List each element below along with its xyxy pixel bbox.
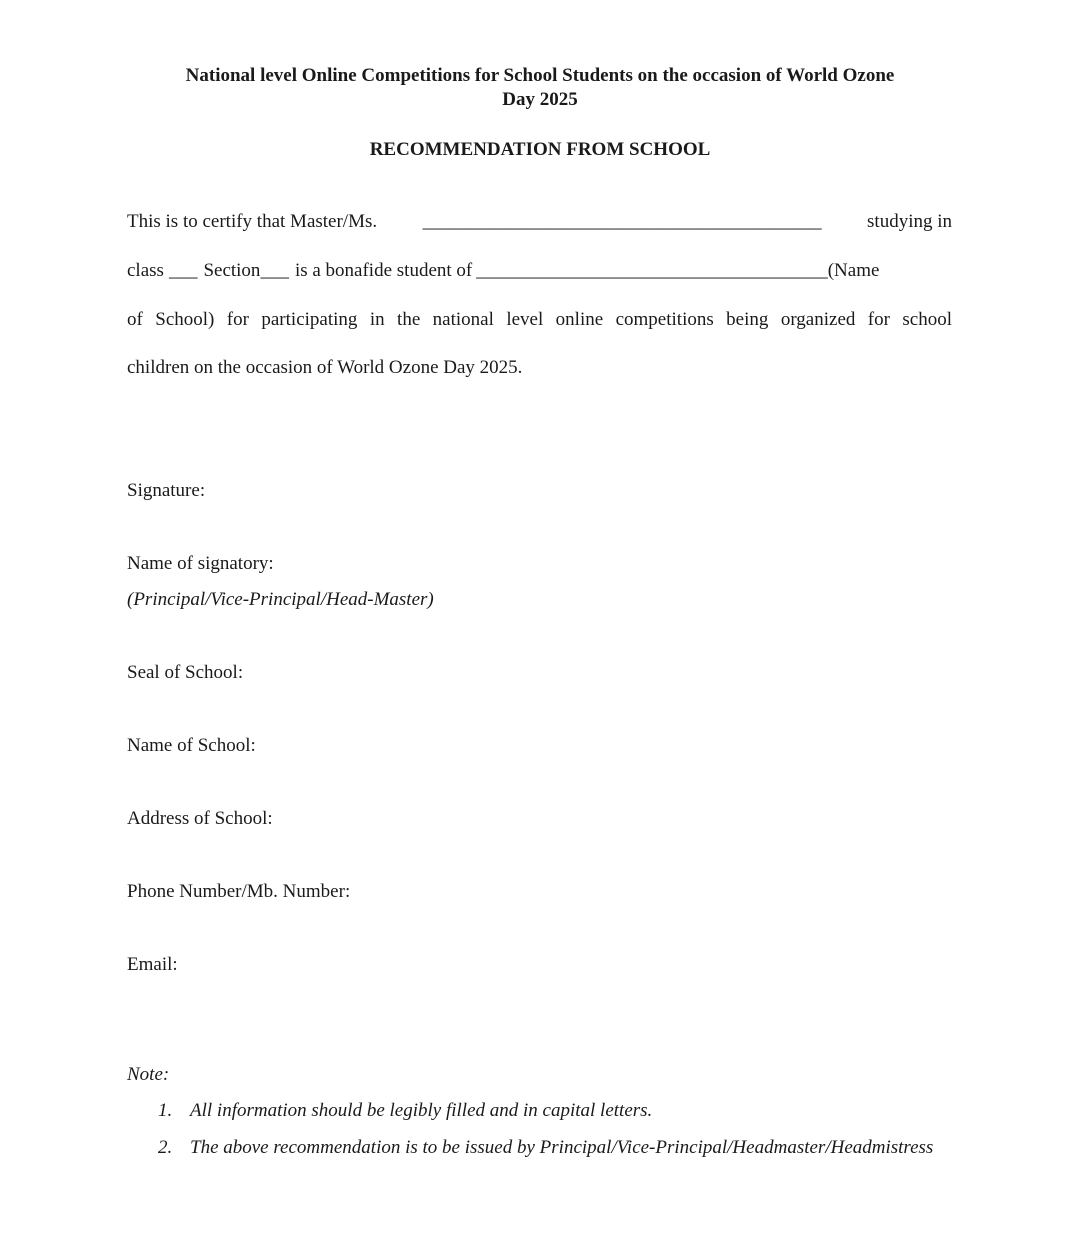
school-address-label: Address of School: bbox=[127, 808, 273, 829]
title-line-1: National level Online Competitions for School Students on the occasion of World Ozone bbox=[185, 65, 895, 86]
note-item bbox=[158, 1136, 933, 1160]
class-label: class bbox=[127, 260, 164, 281]
note-item-text: The above recommendation is to be issued by Principal/Vice-Principal/Headmaster/Headmistress bbox=[190, 1137, 934, 1158]
seal-of-school-label: Seal of School: bbox=[127, 662, 244, 683]
name-text: (Name bbox=[827, 260, 880, 281]
note-label: Note: bbox=[127, 1064, 170, 1085]
document-title bbox=[120, 64, 960, 112]
student-name-blank[interactable]: __________________________________________ bbox=[422, 211, 822, 232]
note-item-number: 2. bbox=[158, 1137, 173, 1158]
note-item-number: 1. bbox=[158, 1100, 173, 1121]
certify-line-4: children on the occasion of World Ozone Day 2025. bbox=[127, 357, 523, 378]
class-blank[interactable]: ___ bbox=[168, 260, 198, 281]
certify-line-3: of School) for participating in the national level online competitions being organized for school bbox=[127, 309, 952, 330]
note-item bbox=[158, 1099, 652, 1123]
document-subtitle: RECOMMENDATION FROM SCHOOL bbox=[369, 139, 711, 160]
bonafide-text: is a bonafide student of bbox=[294, 260, 473, 281]
signature-label: Signature: bbox=[127, 480, 206, 501]
note-item-text: All information should be legibly filled and in capital letters. bbox=[190, 1100, 653, 1121]
signatory-name-label: Name of signatory: bbox=[127, 553, 274, 574]
certify-line-2 bbox=[127, 259, 952, 283]
certify-line-1 bbox=[127, 210, 952, 234]
section-label: Section bbox=[203, 260, 261, 281]
signatory-role-note: (Principal/Vice-Principal/Head-Master) bbox=[127, 589, 434, 610]
school-name-blank[interactable]: _____________________________________ bbox=[476, 260, 828, 281]
certify-text-a: This is to certify that Master/Ms. bbox=[127, 211, 378, 232]
school-name-label: Name of School: bbox=[127, 735, 256, 756]
email-label: Email: bbox=[127, 954, 178, 975]
certify-text-b: studying in bbox=[867, 211, 952, 232]
phone-number-label: Phone Number/Mb. Number: bbox=[127, 881, 351, 902]
section-blank[interactable]: ___ bbox=[260, 260, 289, 281]
title-line-2: Day 2025 bbox=[502, 89, 578, 110]
